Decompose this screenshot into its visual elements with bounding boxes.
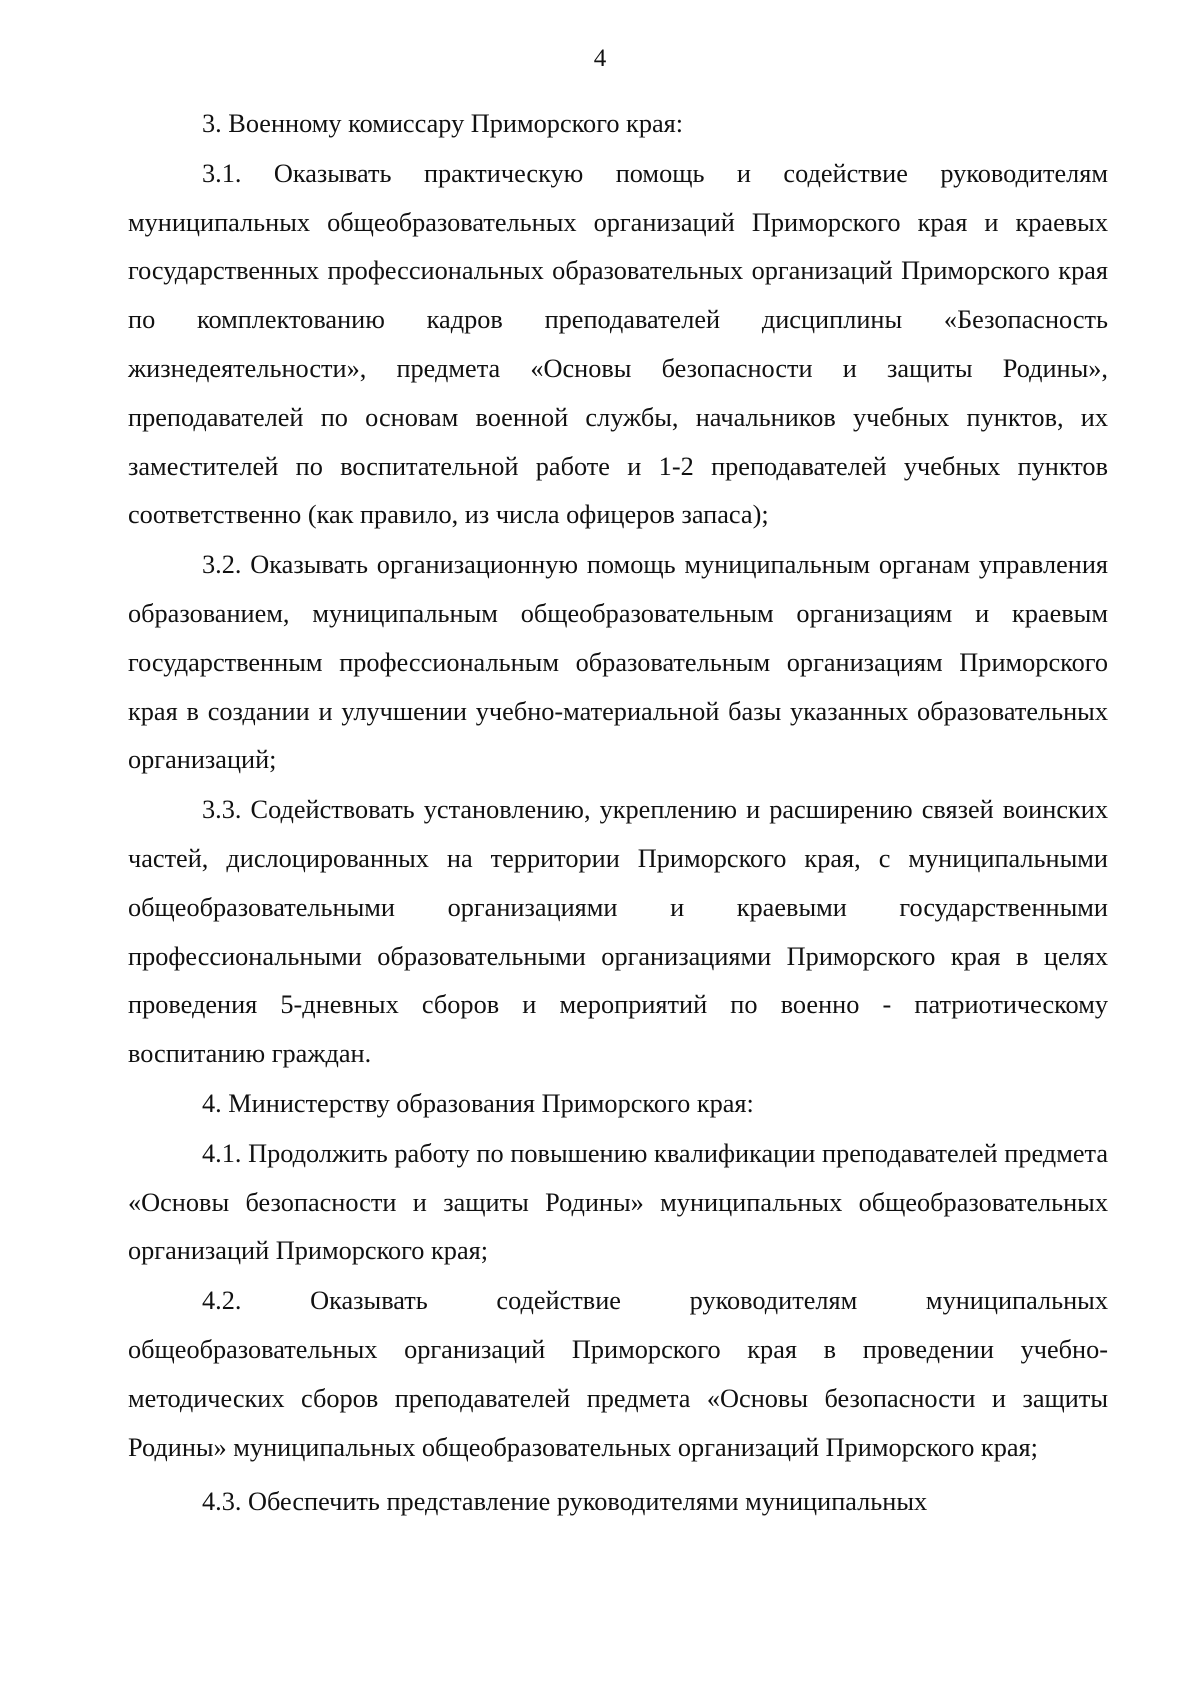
page-number: 4: [593, 45, 607, 72]
paragraph-3-1: 3.1. Оказывать практическую помощь и содействие руководителям муниципальных общеобразовательных организаций Приморского края и краевых государственных профессиональных образовательных организаций Приморского края по комплектованию кадров преподавателей дисциплины «Безопасность жизнедеятельности», предмета «Основы безопасности и защиты Родины», преподавателей по основам военной службы, начальников учебных пунктов, их заместителей по воспитательной работе и 1-2 преподавателей учебных пунктов соответственно (как правило, из числа офицеров запаса);: [128, 158, 1108, 530]
paragraph-4-2: 4.2. Оказывать содействие руководителям муниципальных общеобразовательных организаций Приморского края в проведении учебно-методических сборов преподавателей предмета «Основы безопасности и защиты Родины» муниципальных общеобразовательных организаций Приморского края;: [128, 1286, 1108, 1462]
paragraph-3-3: 3.3. Содействовать установлению, укреплению и расширению связей воинских частей, дислоцированных на территории Приморского края, с муниципальными общеобразовательными организациями и краевыми государственными профессиональными образовательными организациями Приморского края в целях проведения 5-дневных сборов и мероприятий по военно - патриотическому воспитанию граждан.: [128, 795, 1108, 1069]
document-body: [128, 100, 1108, 1528]
paragraph-3-2: 3.2. Оказывать организационную помощь муниципальным органам управления образованием, муниципальным общеобразовательным организациям и краевым государственным профессиональным образовательным организациям Приморского края в создании и улучшении учебно-материальной базы указанных образовательных организаций;: [128, 550, 1108, 775]
paragraph-3: 3. Военному комиссару Приморского края:: [202, 109, 684, 138]
paragraph-4: 4. Министерству образования Приморского края:: [202, 1088, 754, 1118]
paragraph-4-3: 4.3. Обеспечить представление руководителями муниципальных: [202, 1487, 928, 1517]
paragraph-4-1: 4.1. Продолжить работу по повышению квалификации преподавателей предмета «Основы безопасности и защиты Родины» муниципальных общеобразовательных организаций Приморского края;: [128, 1138, 1108, 1266]
